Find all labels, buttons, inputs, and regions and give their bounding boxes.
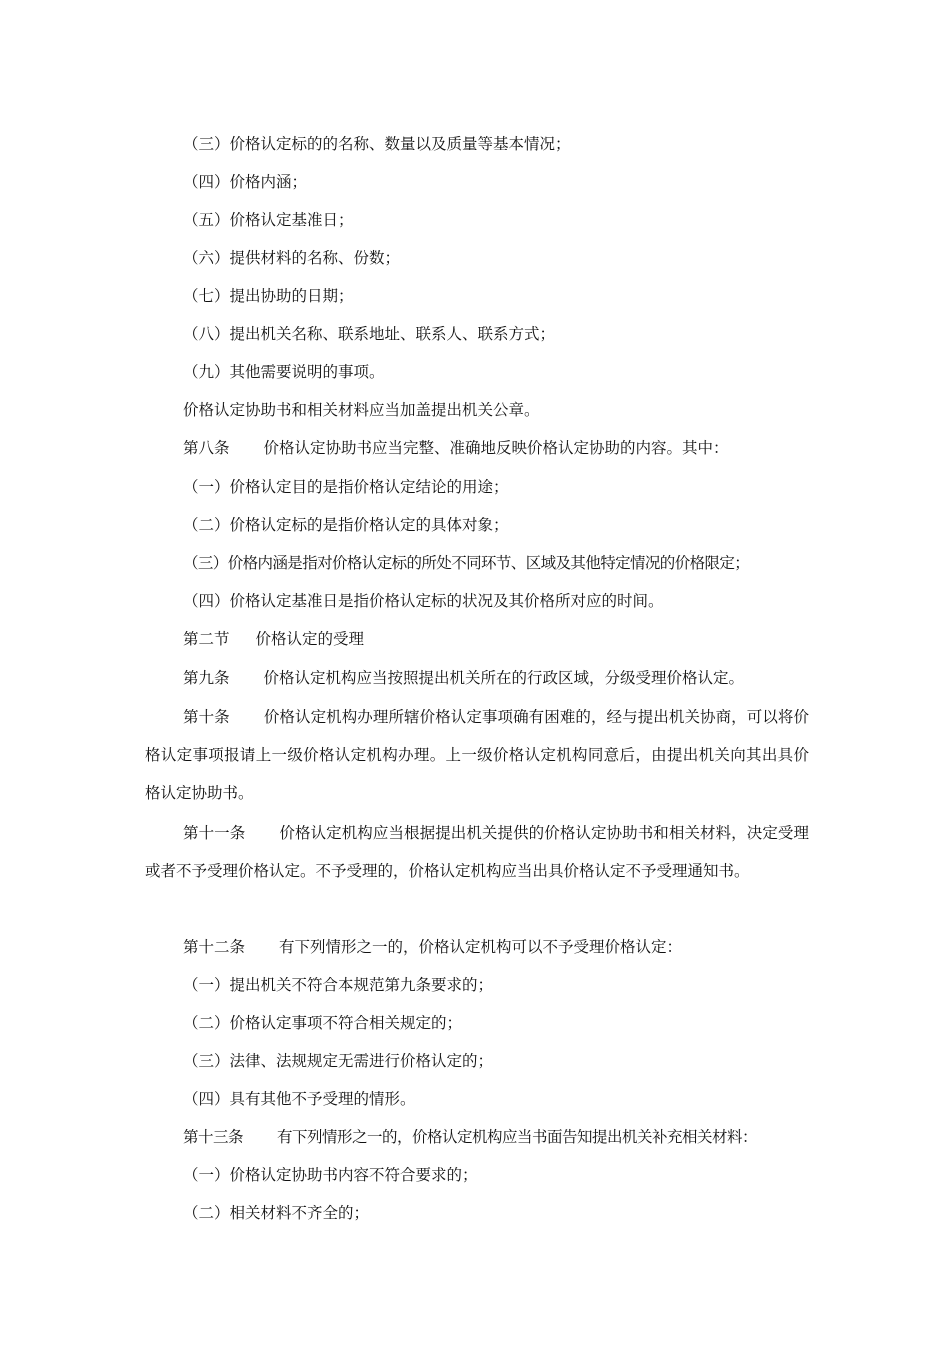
article-text: 价格认定机构办理所辖价格认定事项确有困难的，经与提出机关协商，可以将价格认定事项报请上一级价格认定机构办理。上一级价格认定机构同意后，由提出机关向其出具价格认定协助书。 bbox=[145, 708, 809, 802]
list-item: （一）提出机关不符合本规范第九条要求的； bbox=[183, 976, 494, 994]
article-13 bbox=[183, 1127, 757, 1147]
list-item: （四）价格内涵； bbox=[183, 173, 308, 191]
list-item: （八）提出机关名称、联系地址、联系人、联系方式； bbox=[183, 325, 556, 343]
list-item: （二）相关材料不齐全的； bbox=[183, 1204, 370, 1222]
section-title: 价格认定的受理 bbox=[255, 630, 365, 648]
article-10 bbox=[145, 698, 809, 812]
list-item: （一）价格认定协助书内容不符合要求的； bbox=[183, 1166, 478, 1184]
section-heading bbox=[183, 629, 364, 649]
article-heading: 第十三条 bbox=[183, 1128, 244, 1146]
article-heading: 第十一条 bbox=[183, 824, 246, 842]
list-item: （三）价格认定标的的名称、数量以及质量等基本情况； bbox=[183, 135, 571, 153]
list-item: （三）法律、法规规定无需进行价格认定的； bbox=[183, 1052, 494, 1070]
list-item: （一）价格认定目的是指价格认定结论的用途； bbox=[183, 478, 509, 496]
article-text: 有下列情形之一的，价格认定机构应当书面告知提出机关补充相关材料： bbox=[277, 1128, 758, 1146]
list-item: （六）提供材料的名称、份数； bbox=[183, 249, 401, 267]
section-number: 第二节 bbox=[183, 630, 230, 648]
article-heading: 第十条 bbox=[183, 708, 230, 726]
article-heading: 第八条 bbox=[183, 439, 230, 457]
list-item: （四）具有其他不予受理的情形。 bbox=[183, 1090, 416, 1108]
list-item: （三）价格内涵是指对价格认定标的所处不同环节、区域及其他特定情况的价格限定； bbox=[183, 554, 750, 572]
list-item: （九）其他需要说明的事项。 bbox=[183, 363, 385, 381]
article-11 bbox=[145, 814, 809, 890]
article-text: 价格认定机构应当根据提出机关提供的价格认定协助书和相关材料，决定受理或者不予受理价格认定。不予受理的，价格认定机构应当出具价格认定不予受理通知书。 bbox=[145, 824, 809, 880]
article-heading: 第十二条 bbox=[183, 938, 246, 956]
list-item: （七）提出协助的日期； bbox=[183, 287, 354, 305]
article-text: 价格认定机构应当按照提出机关所在的行政区域，分级受理价格认定。 bbox=[263, 669, 745, 687]
article-heading: 第九条 bbox=[183, 669, 230, 687]
list-item: （二）价格认定标的是指价格认定的具体对象； bbox=[183, 516, 509, 534]
article-text: 有下列情形之一的，价格认定机构可以不予受理价格认定： bbox=[279, 938, 683, 956]
list-item: （二）价格认定事项不符合相关规定的； bbox=[183, 1014, 463, 1032]
list-item: （五）价格认定基准日； bbox=[183, 211, 354, 229]
article-9 bbox=[183, 668, 744, 688]
article-8 bbox=[183, 438, 729, 458]
paragraph: 价格认定协助书和相关材料应当加盖提出机关公章。 bbox=[183, 401, 540, 419]
list-item: （四）价格认定基准日是指价格认定标的状况及其价格所对应的时间。 bbox=[183, 592, 664, 610]
article-text: 价格认定协助书应当完整、准确地反映价格认定协助的内容。其中： bbox=[263, 439, 729, 457]
article-12 bbox=[183, 937, 682, 957]
